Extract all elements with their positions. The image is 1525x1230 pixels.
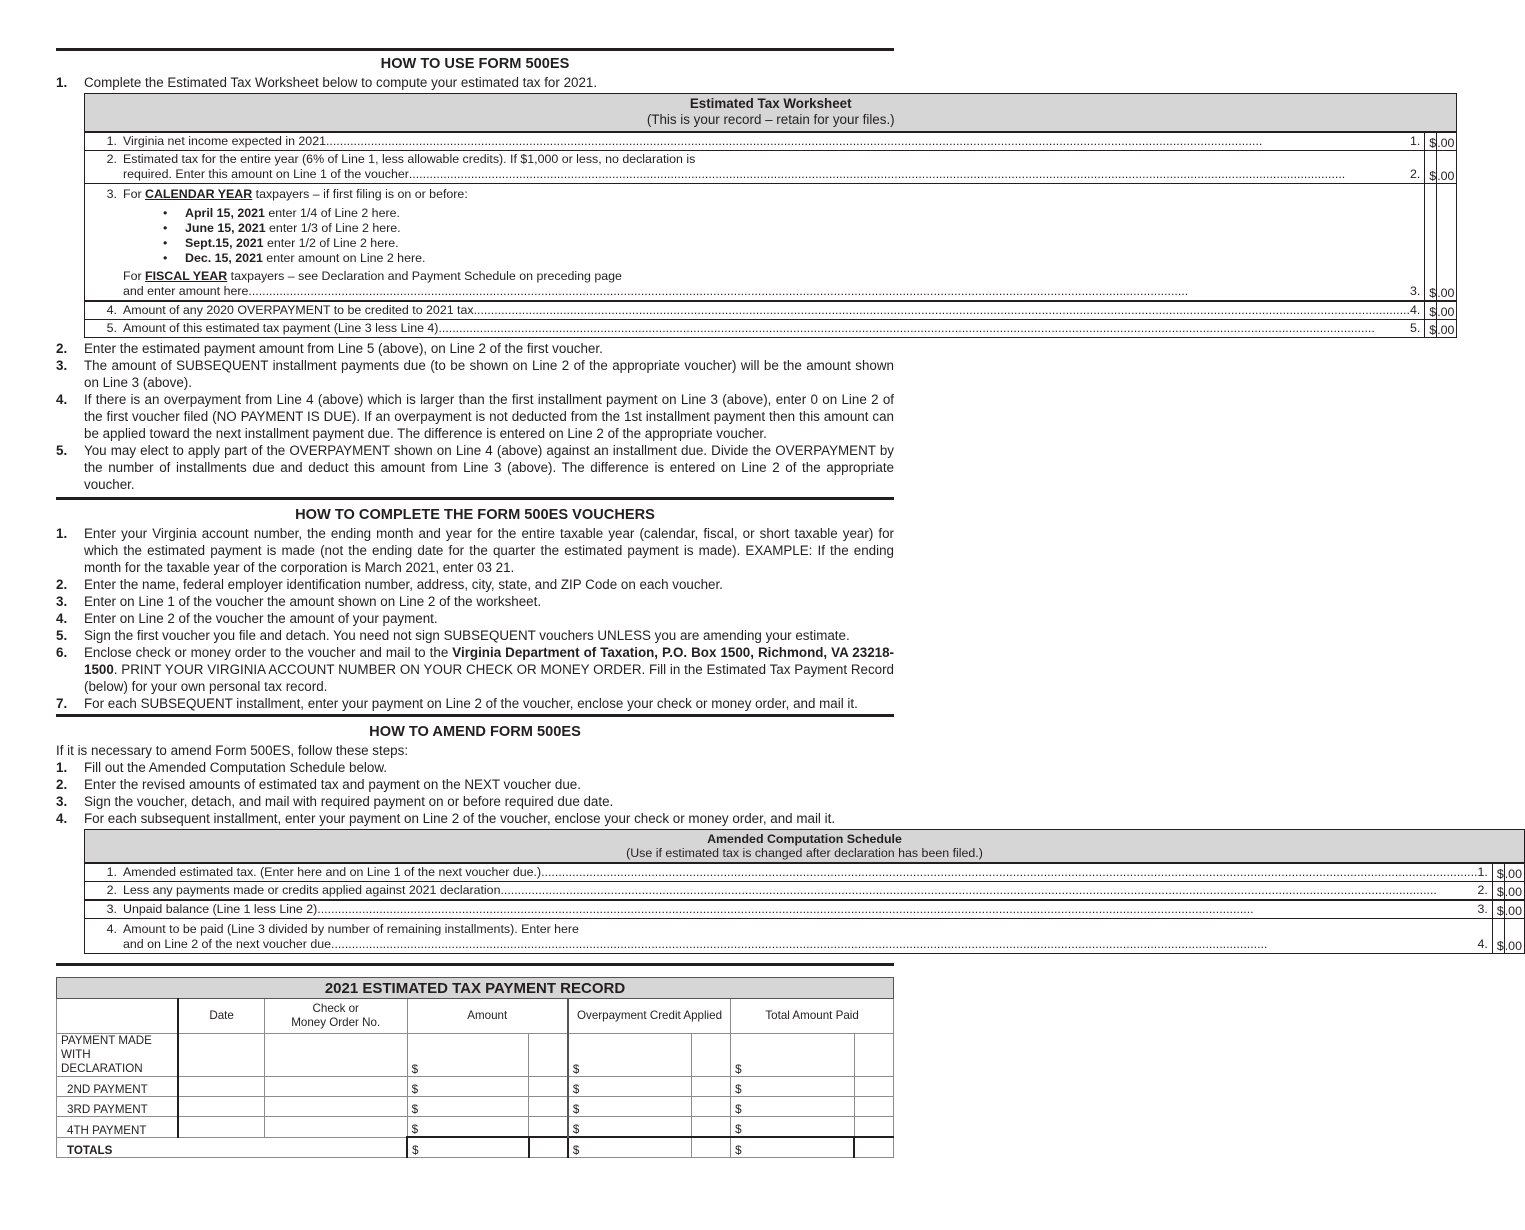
overpayment-cell[interactable]: $ [568, 1097, 692, 1117]
amount-field[interactable]: $ [1492, 919, 1504, 954]
total-cents-cell[interactable] [854, 1034, 893, 1077]
worksheet-title: Estimated Tax Worksheet [689, 96, 852, 111]
instruction-step: 1. Enter your Virginia account number, the ending month and year for the entire taxable year (calendar, fiscal, or short taxable year) for which the estimated payment is made (not the ending date for the quarter the estimated payment is made). EXAMPLE: If the ending month for the taxable year of the corporation is March 2021, enter 03 21. [56, 526, 894, 575]
line-ref: 5. [1409, 321, 1421, 335]
check-cell[interactable] [264, 1117, 407, 1138]
line-number: 4. [106, 303, 117, 317]
filing-date-list: • April 15, 2021 enter 1/4 of Line 2 here. • June 15, 2021 enter 1/3 of Line 2 here. • Sept.15, 2021 enter 1/2 of Line 2 here. • Dec. 15, 2021 enter amount on Line 2 here. [163, 206, 426, 265]
line-text: Amount of any 2020 OVERPAYMENT to be credited to 2021 tax [123, 303, 474, 317]
fiscal-year-note: For FISCAL YEAR taxpayers – see Declaration and Payment Schedule on preceding page [123, 269, 622, 283]
check-cell[interactable] [264, 1034, 407, 1077]
amount-field[interactable]: $ [1492, 882, 1504, 901]
overpayment-cell[interactable]: $ [568, 1117, 692, 1138]
cents-field: .00 [1437, 151, 1457, 184]
estimated-tax-worksheet [84, 93, 1457, 338]
header-date: Date [178, 999, 264, 1034]
total-cell[interactable]: $ [731, 1097, 855, 1117]
payment-record-header [57, 999, 894, 1034]
date-cell[interactable] [178, 1097, 264, 1117]
totals-row [57, 1137, 894, 1158]
schedule-header [85, 830, 1525, 864]
line-text: Virginia net income expected in 2021 [123, 134, 326, 148]
overpayment-cell[interactable]: $ [568, 1077, 692, 1097]
header-check-no: Check or Money Order No. [264, 999, 407, 1034]
total-cents-cell[interactable] [854, 1097, 893, 1117]
total-cents-cell[interactable] [854, 1077, 893, 1097]
line-number: 3. [106, 187, 117, 201]
calendar-year-intro: For CALENDAR YEAR taxpayers – if first filing is on or before: [123, 187, 468, 201]
header-total-paid: Total Amount Paid [731, 999, 894, 1034]
line-ref: 3. [1409, 284, 1421, 298]
amount-cents-cell[interactable] [529, 1097, 568, 1117]
line-number: 5. [106, 321, 117, 335]
date-cell[interactable] [178, 1034, 264, 1077]
instruction-step: 2. Enter the revised amounts of estimated tax and payment on the NEXT voucher due. [56, 777, 581, 792]
instruction-step: 4. For each subsequent installment, enter your payment on Line 2 of the voucher, enclose your check or money order, and mail it. [56, 811, 836, 826]
line-ref: 1. [1409, 134, 1421, 148]
cents-field: .00 [1437, 132, 1457, 151]
schedule-line-1: 1. Amended estimated tax. (Enter here and on Line 1 of the next voucher due.) ..... 1. $ .00 [85, 863, 1525, 882]
total-cell[interactable]: $ [731, 1077, 855, 1097]
worksheet-header [85, 94, 1457, 133]
instruction-step: 3. The amount of SUBSEQUENT installment payments due (to be shown on Line 2 of the appropriate voucher) will be the amount shown on Line 3 (above). [56, 358, 894, 390]
amount-field[interactable]: $ [1492, 900, 1504, 919]
total-paid-cents-cell[interactable] [854, 1137, 893, 1158]
overpayment-cents-cell[interactable] [692, 1117, 731, 1138]
schedule-line-4: 4. Amount to be paid (Line 3 divided by number of remaining installments). Enter here and on Line 2 of the next voucher due ..... 4. $ .00 [85, 919, 1525, 954]
instruction-step: 5. You may elect to apply part of the OVERPAYMENT shown on Line 4 (above) against an installment due. Divide the OVERPAYMENT by the number of installments due and deduct this amount from Line 3 (above). The difference is entered on Line 2 of the appropriate voucher. [56, 443, 894, 492]
totals-label: TOTALS [57, 1137, 408, 1158]
payment-row [57, 1097, 894, 1117]
line-ref: 2. [1409, 167, 1421, 181]
total-cents-cell[interactable] [854, 1117, 893, 1138]
amount-cell[interactable]: $ [407, 1117, 529, 1138]
instruction-step: 2. Enter the name, federal employer identification number, address, city, state, and ZIP Code on each voucher. [56, 577, 723, 592]
amount-field[interactable] [1425, 132, 1437, 151]
total-cell[interactable]: $ [731, 1034, 855, 1077]
section-title-how-to-use: HOW TO USE FORM 500ES [380, 56, 570, 72]
instruction-step: 3. Sign the voucher, detach, and mail with required payment on or before required due date. [56, 794, 614, 809]
total-paid-cell[interactable]: $ [731, 1137, 855, 1158]
payment-record-table [56, 977, 894, 1158]
amount-cents-cell[interactable] [529, 1034, 568, 1077]
overpayment-cents-cell[interactable] [692, 1097, 731, 1117]
row-label: PAYMENT MADE WITH DECLARATION [57, 1034, 179, 1077]
total-overpayment-cell[interactable]: $ [568, 1137, 692, 1158]
amount-cents-cell[interactable] [529, 1117, 568, 1138]
cents-field: .00 [1504, 919, 1524, 954]
overpayment-cents-cell[interactable] [692, 1077, 731, 1097]
line-text: Estimated tax for the entire year (6% of Line 1, less allowable credits). If $1,000 or less, no declaration is [123, 152, 696, 166]
overpayment-cell[interactable]: $ [568, 1034, 692, 1077]
instruction-step: 3. Enter on Line 1 of the voucher the amount shown on Line 2 of the worksheet. [56, 594, 542, 609]
amount-field[interactable]: $ [1492, 863, 1504, 882]
schedule-line-3: 3. Unpaid balance (Line 1 less Line 2) ..... 3. $ .00 [85, 900, 1525, 919]
amount-cell[interactable]: $ [407, 1077, 529, 1097]
worksheet-subtitle: (This is your record – retain for your files.) [646, 112, 895, 127]
cents-field: .00 [1504, 863, 1524, 882]
header-overpayment: Overpayment Credit Applied [568, 999, 731, 1034]
section-title-how-to-complete: HOW TO COMPLETE THE FORM 500ES VOUCHERS [295, 507, 655, 523]
instruction-step: 2. Enter the estimated payment amount from Line 5 (above), on Line 2 of the first voucher. [56, 341, 603, 356]
instruction-step: 7. For each SUBSEQUENT installment, enter your payment on Line 2 of the voucher, enclose your check or money order, and mail it. [56, 696, 858, 711]
dollar-sign: $ [1429, 305, 1437, 319]
payment-record-title: 2021 ESTIMATED TAX PAYMENT RECORD [57, 978, 894, 999]
section-divider [56, 497, 894, 500]
section-divider [56, 963, 894, 966]
date-cell[interactable] [178, 1077, 264, 1097]
amount-field[interactable] [1425, 184, 1437, 302]
line-number: 1. [106, 134, 117, 148]
cents-field: .00 [1504, 900, 1524, 919]
payment-row [57, 1034, 894, 1077]
total-overpayment-cents-cell[interactable] [692, 1137, 731, 1158]
step-number: 1. [56, 75, 68, 90]
schedule-subtitle: (Use if estimated tax is changed after declaration has been filed.) [626, 846, 983, 860]
amend-intro: If it is necessary to amend Form 500ES, follow these steps: [56, 743, 409, 758]
instruction-step: 4. Enter on Line 2 of the voucher the amount of your payment. [56, 611, 438, 626]
dollar-sign: $ [1429, 169, 1437, 183]
worksheet-line-3 [85, 184, 1457, 302]
total-amount-cents-cell[interactable] [529, 1137, 568, 1158]
line-text: and enter amount here. [123, 284, 252, 298]
line-ref: 4. [1409, 303, 1421, 317]
worksheet-line-4 [85, 301, 1457, 320]
worksheet-line-1 [85, 132, 1457, 151]
instruction-step: 4. If there is an overpayment from Line 4 (above) which is larger than the first installment payment on Line 3 (above), enter 0 on Line 2 of the first voucher filed (NO PAYMENT IS DUE). If an overpayment is not deducted from the 1st installment payment then this amount can be applied toward the next installment payment due. The difference is entered on Line 2 of the appropriate voucher. [56, 392, 894, 441]
row-label: 2ND PAYMENT [57, 1077, 179, 1097]
check-cell[interactable] [264, 1077, 407, 1097]
total-cell[interactable]: $ [731, 1117, 855, 1138]
total-amount-cell[interactable]: $ [407, 1137, 529, 1158]
line-text: required. Enter this amount on Line 1 of the voucher [123, 167, 409, 181]
payment-row [57, 1077, 894, 1097]
schedule-line-2: 2. Less any payments made or credits applied against 2021 declaration ..... 2. $ .00 [85, 882, 1525, 901]
mailing-address: Virginia Department of Taxation, P.O. Box 1500, Richmond, VA 23218-1500 [84, 645, 894, 677]
amount-cents-cell[interactable] [529, 1077, 568, 1097]
line-number: 2. [106, 152, 117, 166]
header-amount: Amount [407, 999, 568, 1034]
overpayment-cents-cell[interactable] [692, 1034, 731, 1077]
payment-row [57, 1117, 894, 1138]
worksheet-line-5 [85, 320, 1457, 338]
instruction-step [56, 74, 894, 91]
row-label: 3RD PAYMENT [57, 1097, 179, 1117]
check-cell[interactable] [264, 1097, 407, 1117]
amended-computation-schedule [84, 829, 1525, 954]
instruction-step: 1. Fill out the Amended Computation Schedule below. [56, 760, 387, 775]
worksheet-line-2 [85, 151, 1457, 184]
dollar-sign: $ [1429, 323, 1437, 337]
date-cell[interactable] [178, 1117, 264, 1138]
cents-field: .00 [1504, 882, 1524, 901]
step-text: Complete the Estimated Tax Worksheet below to compute your estimated tax for 2021. [84, 75, 598, 90]
section-title-how-to-amend: HOW TO AMEND FORM 500ES [369, 724, 581, 740]
cents-field: .00 [1437, 184, 1457, 302]
line-text: Amount of this estimated tax payment (Line 3 less Line 4) [123, 321, 439, 335]
section-divider [56, 714, 894, 717]
amount-field[interactable] [1425, 320, 1437, 338]
dollar-sign: $ [1429, 286, 1437, 300]
form-500es-instructions-page [56, 48, 1522, 1158]
row-label: 4TH PAYMENT [57, 1117, 179, 1138]
amount-field[interactable] [1425, 301, 1437, 320]
amount-field[interactable] [1425, 151, 1437, 184]
instruction-step: 6. Enclose check or money order to the voucher and mail to the Virginia Department of Taxation, P.O. Box 1500, Richmond, VA 23218-1500. PRINT YOUR VIRGINIA ACCOUNT NUMBER ON YOUR CHECK OR MONEY ORDER. Fill in the Estimated Tax Payment Record (below) for your own personal tax record. [56, 645, 894, 694]
cents-field: .00 [1437, 320, 1457, 338]
instruction-step: 5. Sign the first voucher you file and detach. You need not sign SUBSEQUENT vouchers UNLESS you are amending your estimate. [56, 628, 850, 643]
section-divider [56, 48, 894, 51]
schedule-title: Amended Computation Schedule [707, 832, 902, 846]
amount-cell[interactable]: $ [407, 1034, 529, 1077]
amount-cell[interactable]: $ [407, 1097, 529, 1117]
dollar-sign: $ [1429, 136, 1437, 150]
cents-field: .00 [1437, 301, 1457, 320]
